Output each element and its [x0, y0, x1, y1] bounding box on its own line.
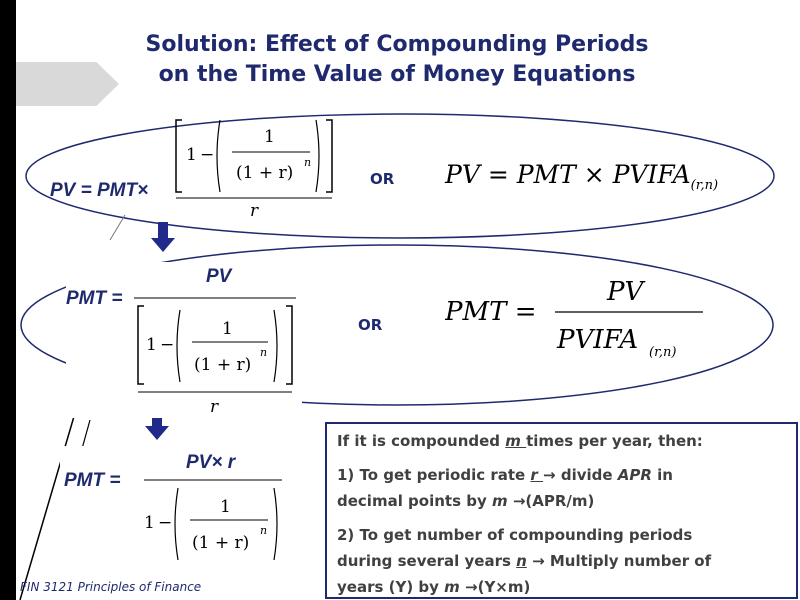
formula3-exponent: n	[260, 524, 268, 537]
formula-pmt-annuity	[66, 262, 302, 418]
info-point-2: 2) To get number of compounding periods during several years n → Multiply number of years (Y) by m →(Y×m)	[337, 526, 712, 596]
formula1-one: 1	[186, 145, 197, 165]
formula-pv-pvifa	[445, 160, 718, 193]
down-arrow-1	[151, 222, 175, 252]
formula1-one-plus-r: (1 + r)	[236, 163, 294, 183]
formula2-num-one: 1	[222, 319, 233, 339]
info-line-1: If it is compounded m times per year, then:	[337, 432, 703, 450]
formula2-exponent: n	[260, 346, 268, 359]
formula2-right-numerator: PV	[607, 277, 644, 307]
formula3-one: 1	[144, 513, 155, 533]
formula2-minus: −	[160, 335, 175, 355]
formula1-denominator: r	[250, 201, 259, 220]
title-line-2: on the Time Value of Money Equations	[158, 62, 636, 87]
formula2-right-denominator: PVIFA	[557, 325, 639, 355]
formula2-right-sub: (r,n)	[649, 345, 677, 360]
formula1-num-one: 1	[264, 127, 275, 147]
info-box	[325, 422, 798, 599]
formula1-right-sub: (r,n)	[690, 178, 719, 193]
or-label-2: OR	[358, 316, 383, 334]
formula2-lhs: PMT =	[66, 288, 123, 309]
formula2-one-plus-r: (1 + r)	[194, 355, 252, 375]
or-label-1: OR	[370, 170, 395, 188]
formula3-lhs: PMT =	[64, 470, 121, 491]
formula2-numerator: PV	[206, 266, 232, 287]
footer-course-name: FIN 3121 Principles of Finance	[20, 580, 202, 594]
info-point-1: 1) To get periodic rate r → divide APR in decimal points by m →(APR/m)	[337, 466, 673, 510]
formula1-exponent: n	[304, 156, 312, 169]
formula3-one-plus-r: (1 + r)	[192, 533, 250, 553]
formula2-one: 1	[146, 335, 157, 355]
title-line-1: Solution: Effect of Compounding Periods	[145, 32, 649, 57]
formula1-right-lhs: PV = PMT × PVIFA	[445, 160, 691, 189]
formula-pv-annuity	[42, 112, 340, 220]
formula1-minus: −	[200, 145, 215, 165]
formula2-denominator-r: r	[210, 397, 219, 417]
formula3-numerator: PV× r	[186, 452, 236, 473]
formula1-lhs: PV = PMT×	[50, 180, 149, 201]
formula3-num-one: 1	[220, 497, 231, 517]
formula2-right-lhs: PMT =	[445, 297, 537, 327]
formula-pmt-pvifa	[445, 272, 715, 368]
formula3-minus: −	[158, 513, 173, 533]
formula-pmt-rate	[60, 446, 292, 566]
